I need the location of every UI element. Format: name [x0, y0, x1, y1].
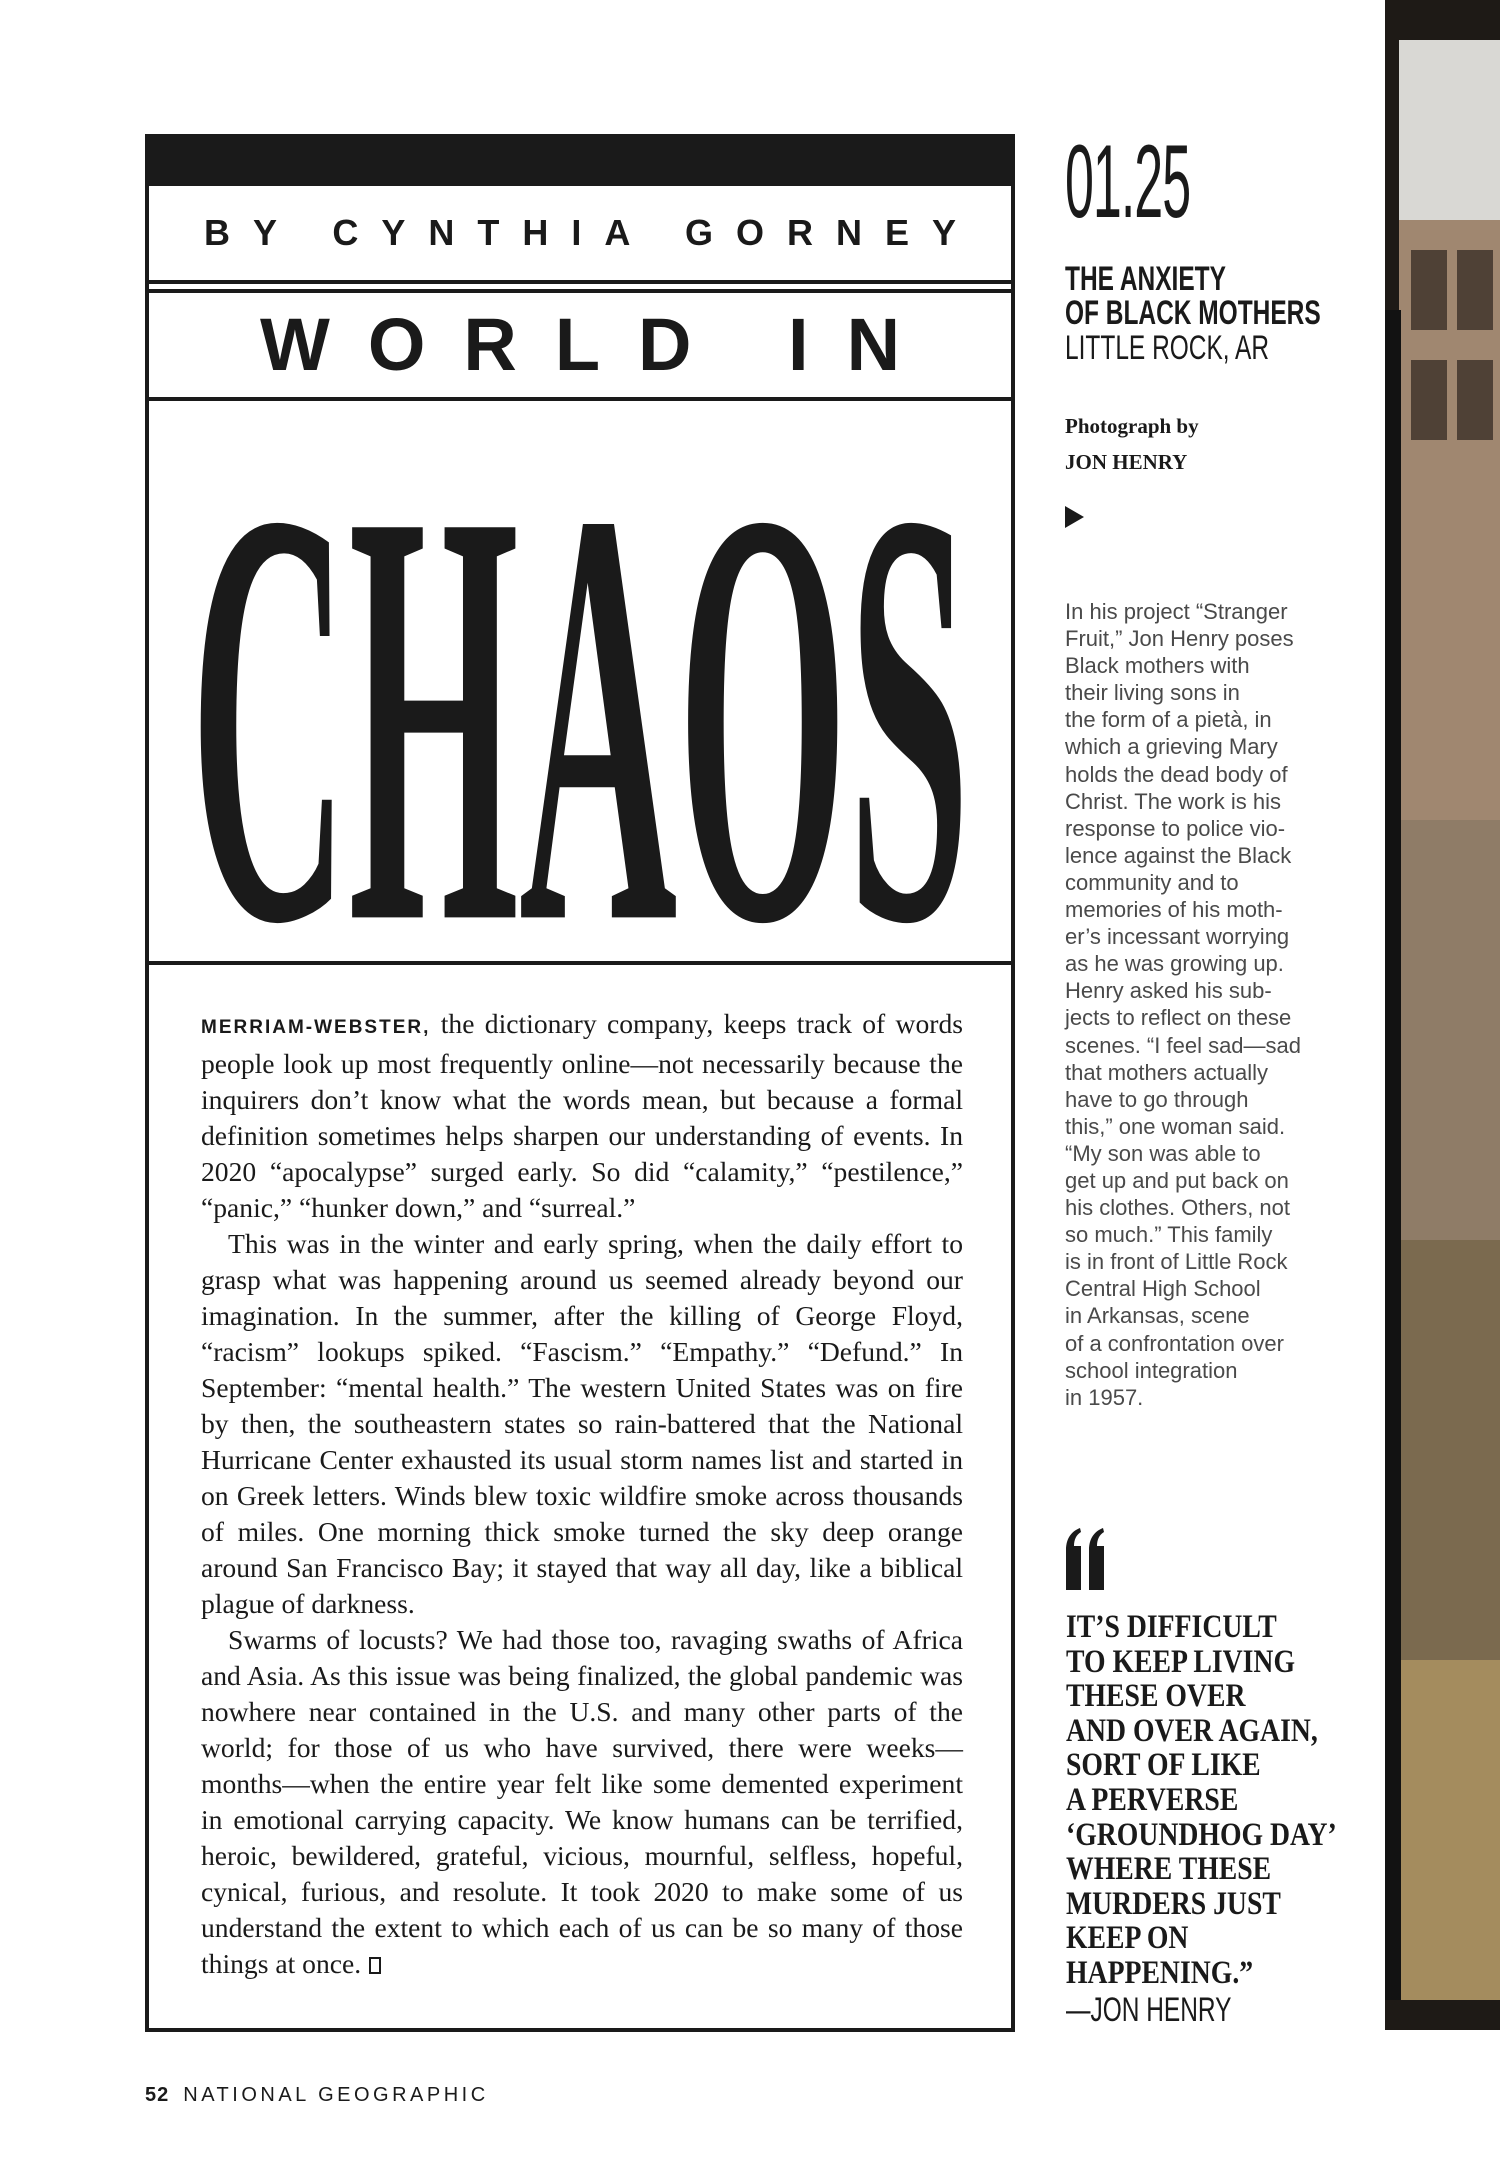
sidebar-headline [1065, 262, 1335, 330]
play-arrow-icon [1065, 506, 1084, 528]
title-chaos-art [149, 401, 1011, 961]
photographer-name: JON HENRY [1065, 450, 1188, 474]
caption-line: get up and put back on [1065, 1167, 1289, 1193]
caption-line: lence against the Black [1065, 842, 1292, 868]
pull-quote-line: AND OVER AGAIN, [1066, 1712, 1318, 1749]
top-rule [149, 134, 1011, 186]
caption-line: of a confrontation over [1065, 1330, 1284, 1356]
caption-line: so much.” This family [1065, 1222, 1273, 1248]
caption-line: holds the dead body of [1065, 761, 1288, 787]
pull-quote-line: TO KEEP LIVING [1066, 1643, 1296, 1680]
title-row [149, 289, 1011, 401]
caption-line: the form of a pietà, in [1065, 707, 1272, 733]
caption-line: as he was growing up. [1065, 951, 1284, 977]
issue-number: 01.25 [1065, 124, 1191, 240]
location: LITTLE ROCK, AR [1065, 329, 1270, 367]
headline-line-1: THE ANXIETY [1065, 260, 1226, 298]
paragraph-3-text: Swarms of locusts? We had those too, ravaging swaths of Africa and Asia. As this issue was being finalized, the global pandemic was nowhere near contained in the U.S. and many other parts of the world; for those of us who have survived, there were weeks—months—when the entire year felt like some demented experiment in emotional carrying capacity. We know humans can be terrified, heroic, bewildered, grateful, vicious, mournful, selfless, hopeful, cynical, furious, and resolute. It took 2020 to make some of us understand the extent to which each of us can be so many of those things at once. [201, 1624, 963, 1979]
photo-caption [1065, 598, 1350, 1411]
pull-quote-line: SORT OF LIKE [1066, 1747, 1261, 1784]
caption-line: which a grieving Mary [1065, 734, 1278, 760]
pull-quote [1066, 1609, 1337, 1991]
caption-line: Henry asked his sub- [1065, 978, 1272, 1004]
caption-line: their living sons in [1065, 680, 1240, 706]
pull-quote-line: HAPPENING.” [1066, 1954, 1254, 1991]
headline-line-2: OF BLACK MOTHERS [1065, 294, 1321, 332]
title-line-1: WORLD IN [259, 303, 939, 386]
pull-quote-line: MURDERS JUST [1066, 1885, 1281, 1922]
byline-row [149, 186, 1011, 284]
paragraph-1 [201, 1006, 963, 1226]
caption-line: Christ. The work is his [1065, 788, 1281, 814]
pull-quote-line: A PERVERSE [1066, 1781, 1239, 1818]
pull-quote-line: IT’S DIFFICULT [1066, 1609, 1277, 1645]
caption-line: community and to [1065, 869, 1239, 895]
title-chaos-row [149, 401, 1011, 965]
sidebar [1065, 124, 1335, 528]
caption-line: Fruit,” Jon Henry poses [1065, 626, 1294, 652]
article-body [201, 1006, 963, 1982]
caption-line: scenes. “I feel sad—sad [1065, 1032, 1302, 1058]
caption-line: “My son was able to [1065, 1140, 1261, 1166]
article-frame [145, 134, 1015, 2032]
caption-line: jects to reflect on these [1065, 1005, 1292, 1031]
caption-line: his clothes. Others, not [1065, 1195, 1290, 1221]
caption-line: Black mothers with [1065, 653, 1250, 679]
photograph-edge [1385, 0, 1500, 2030]
byline: BY CYNTHIA GORNEY [203, 212, 980, 253]
lead-in: MERRIAM-WEBSTER, [201, 1017, 431, 1038]
paragraph-2: This was in the winter and early spring, when the daily effort to grasp what was happening around us seemed already beyond our imagination. In the summer, after the killing of George Floyd, “racism” lookups spiked. “Fascism.” “Empathy.” “Defund.” In September: “mental health.” The western United States was on fire by then, the southeastern states so rain-battered that the National Hurricane Center exhausted its usual storm names list and started in on Greek letters. Winds blew toxic wildfire smoke across thousands of miles. One morning thick smoke turned the sky deep orange around San Francisco Bay; it stayed that way all day, like a biblical plague of darkness. [201, 1228, 963, 1619]
publication-name: NATIONAL GEOGRAPHIC [183, 2084, 489, 2106]
pull-quote-line: ‘GROUNDHOG DAY’ [1066, 1816, 1337, 1853]
page-folio [145, 2084, 489, 2107]
caption-line: that mothers actually [1065, 1059, 1268, 1085]
caption-line: In his project “Stranger [1065, 599, 1288, 624]
pull-quote-line: THESE OVER [1066, 1678, 1246, 1715]
caption-line: this,” one woman said. [1065, 1113, 1286, 1139]
caption-line: in 1957. [1065, 1384, 1144, 1410]
paragraph-1-text: the dictionary company, keeps track of words people look up most frequently online—not necessarily because the inquirers don’t know what the words mean, but because a formal definition sometimes helps sharpen our understanding of events. In 2020 “apocalypse” surged early. So did “calamity,” “pestilence,” “panic,” “hunker down,” and “surreal.” [201, 1008, 963, 1223]
quote-mark-icon [1062, 1528, 1106, 1590]
photo-credit-label: Photograph by [1065, 414, 1199, 438]
quote-attribution: —JON HENRY [1066, 1991, 1232, 2029]
caption-line: er’s incessant worrying [1065, 924, 1290, 950]
pull-quote-line: KEEP ON [1066, 1920, 1189, 1957]
photo-credit [1065, 408, 1335, 480]
paragraph-3 [201, 1622, 963, 1982]
caption-line: memories of his moth- [1065, 897, 1283, 923]
caption-line: in Arkansas, scene [1065, 1303, 1250, 1329]
caption-line: Central High School [1065, 1276, 1261, 1302]
end-mark-icon [369, 1957, 381, 1974]
caption-line: have to go through [1065, 1086, 1249, 1112]
caption-line: response to police vio- [1065, 815, 1286, 841]
pull-quote-line: WHERE THESE [1066, 1851, 1272, 1888]
title-line-2: CHAOS [189, 401, 970, 961]
caption-line: school integration [1065, 1357, 1238, 1383]
caption-line: is in front of Little Rock [1065, 1249, 1288, 1275]
page-number: 52 [145, 2084, 170, 2106]
